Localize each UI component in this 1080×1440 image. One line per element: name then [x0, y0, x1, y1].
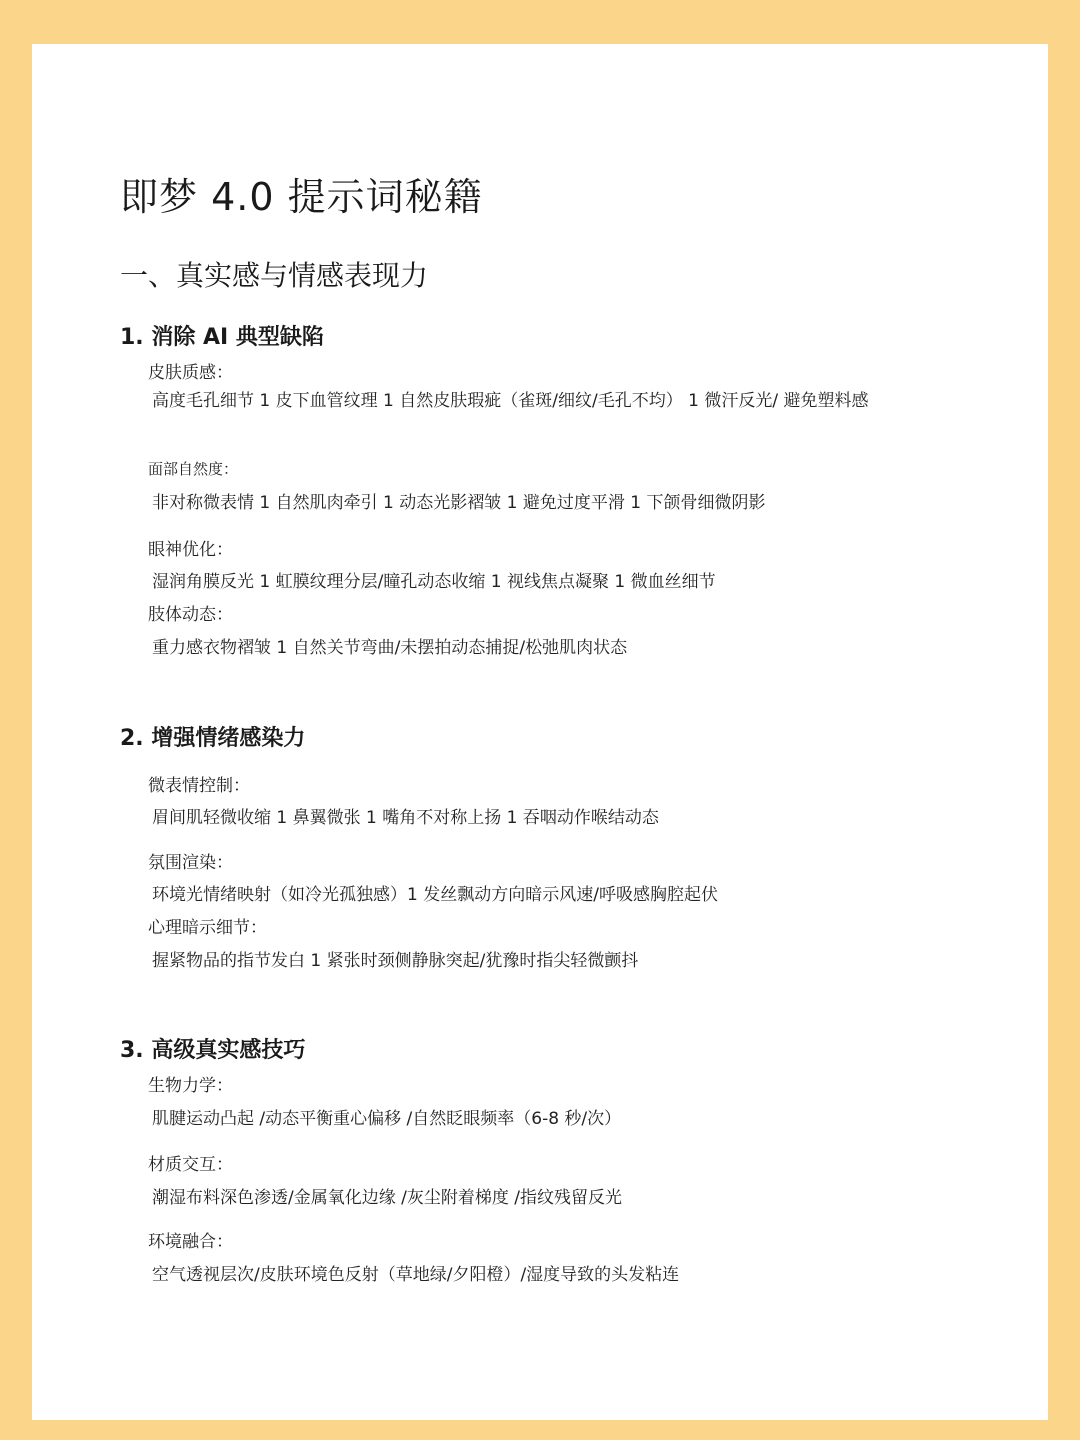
- item-label: 微表情控制：: [148, 776, 250, 796]
- item-content: 眉间肌轻微收缩 1 鼻翼微张 1 嘴角不对称上扬 1 吞咽动作喉结动态: [152, 808, 659, 828]
- item-label: 氛围渲染：: [148, 853, 233, 873]
- item-label: 心理暗示细节：: [148, 918, 267, 938]
- item-content: 环境光情绪映射（如冷光孤独感）1 发丝飘动方向暗示风速/呼吸感胸腔起伏: [152, 885, 718, 905]
- item-content: 重力感衣物褶皱 1 自然关节弯曲/未摆拍动态捕捉/松弛肌肉状态: [152, 638, 628, 658]
- item-content: 高度毛孔细节 1 皮下血管纹理 1 自然皮肤瑕疵（雀斑/细纹/毛孔不均） 1 微汗反光/ 避免塑料感: [152, 391, 869, 411]
- item-label: 皮肤质感：: [148, 363, 233, 383]
- item-content: 握紧物品的指节发白 1 紧张时颈侧静脉突起/犹豫时指尖轻微颤抖: [152, 951, 639, 971]
- item-label: 材质交互：: [148, 1155, 233, 1175]
- item-label: 环境融合：: [148, 1232, 233, 1252]
- document-page: [32, 44, 1048, 1420]
- subsection-heading-1: 1. 消除 AI 典型缺陷: [120, 325, 324, 350]
- subsection-heading-2: 2. 增强情绪感染力: [120, 726, 306, 751]
- item-content: 肌腱运动凸起 /动态平衡重心偏移 /自然眨眼频率（6-8 秒/次）: [152, 1109, 622, 1129]
- item-label: 眼神优化：: [148, 540, 233, 560]
- item-content: 潮湿布料深色渗透/金属氧化边缘 /灰尘附着梯度 /指纹残留反光: [152, 1188, 622, 1208]
- item-content: 空气透视层次/皮肤环境色反射（草地绿/夕阳橙）/湿度导致的头发粘连: [152, 1265, 680, 1285]
- item-content: 非对称微表情 1 自然肌肉牵引 1 动态光影褶皱 1 避免过度平滑 1 下颌骨细微阴影: [152, 493, 766, 513]
- item-label: 生物力学：: [148, 1076, 233, 1096]
- item-label: 面部自然度：: [148, 460, 239, 478]
- section-heading: 一、真实感与情感表现力: [120, 259, 429, 292]
- item-content: 湿润角膜反光 1 虹膜纹理分层/瞳孔动态收缩 1 视线焦点凝聚 1 微血丝细节: [152, 572, 716, 592]
- subsection-heading-3: 3. 高级真实感技巧: [120, 1038, 306, 1063]
- item-label: 肢体动态：: [148, 605, 233, 625]
- page-title: 即梦 4.0 提示词秘籍: [120, 175, 483, 219]
